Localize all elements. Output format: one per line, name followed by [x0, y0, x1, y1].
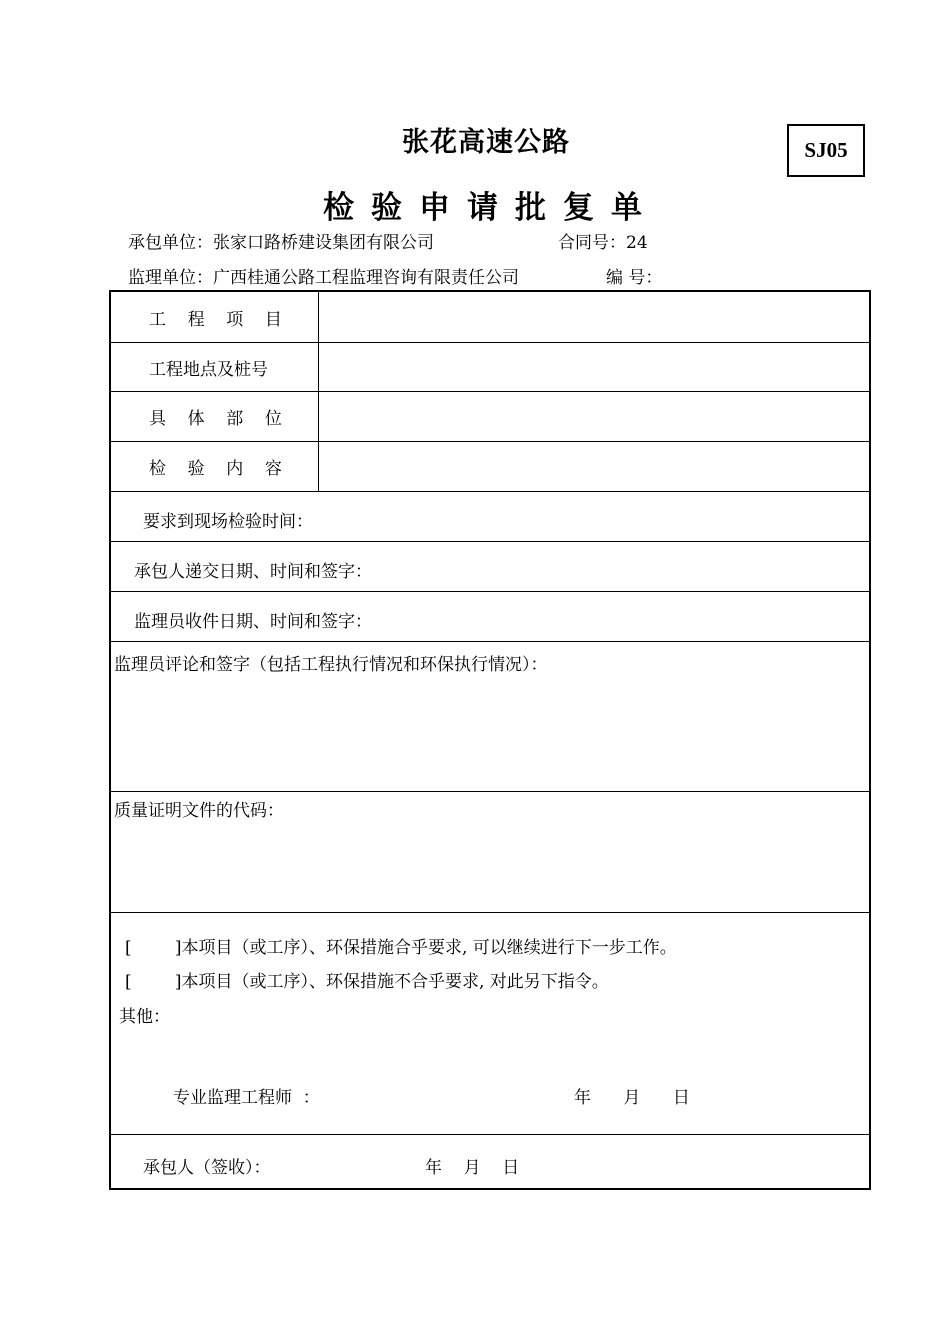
row-decision [111, 913, 869, 1135]
row-content [111, 442, 869, 492]
quality-doc-label: 质量证明文件的代码： [114, 801, 284, 821]
contractor-unit-value: 张家口路桥建设集团有限公司 [213, 233, 434, 253]
row-supervisor-receive [111, 592, 869, 642]
inspection-form-table [109, 290, 871, 1190]
road-name-title: 张花高速公路 [402, 127, 570, 158]
row-project [111, 292, 869, 343]
serial-number-label: 编 号： [606, 268, 663, 288]
contractor-unit-label: 承包单位： [128, 233, 213, 253]
engineer-label: 专业监理工程师 ： [173, 1088, 320, 1108]
supervision-unit-label: 监理单位： [128, 268, 213, 288]
row-supervisor-comment [111, 642, 869, 792]
supervision-unit-value: 广西桂通公路工程监理咨询有限责任公司 [213, 268, 519, 288]
contractor-submit-label: 承包人递交日期、时间和签字： [134, 562, 372, 582]
location-label: 工程地点及桩号 [111, 343, 319, 391]
form-title: 检验申请批复单 [323, 190, 659, 226]
row-quality-doc [111, 792, 869, 913]
onsite-time-label: 要求到现场检验时间： [143, 512, 313, 532]
row-contractor-submit [111, 542, 869, 592]
row-position [111, 392, 869, 442]
row-onsite-time [111, 492, 869, 542]
position-label: 具 体 部 位 [111, 392, 319, 441]
supervision-unit [128, 263, 519, 288]
row-contractor-sign [111, 1135, 869, 1192]
option-pass-text: [ ]本项目（或工序）、环保措施合乎要求, 可以继续进行下一步工作。 [125, 938, 677, 958]
engineer-date: 年 月 日 [574, 1088, 690, 1108]
contract-number [558, 228, 648, 253]
contractor-sign-date: 年 月 日 [425, 1158, 520, 1178]
other-label: 其他： [119, 1007, 170, 1027]
row-location [111, 343, 869, 392]
supervisor-receive-label: 监理员收件日期、时间和签字： [134, 612, 372, 632]
project-label: 工 程 项 目 [111, 292, 319, 342]
supervisor-comment-label: 监理员评论和签字（包括工程执行情况和环保执行情况）： [114, 655, 548, 675]
contract-number-label: 合同号： [558, 233, 626, 253]
content-label: 检 验 内 容 [111, 442, 319, 491]
form-code-box: SJ05 [787, 124, 865, 177]
contractor-sign-label: 承包人（签收）： [143, 1158, 271, 1178]
option-fail-text: [ ]本项目（或工序）、环保措施不合乎要求, 对此另下指令。 [125, 972, 609, 992]
contract-number-value: 24 [626, 233, 648, 253]
contractor-unit [128, 228, 434, 253]
